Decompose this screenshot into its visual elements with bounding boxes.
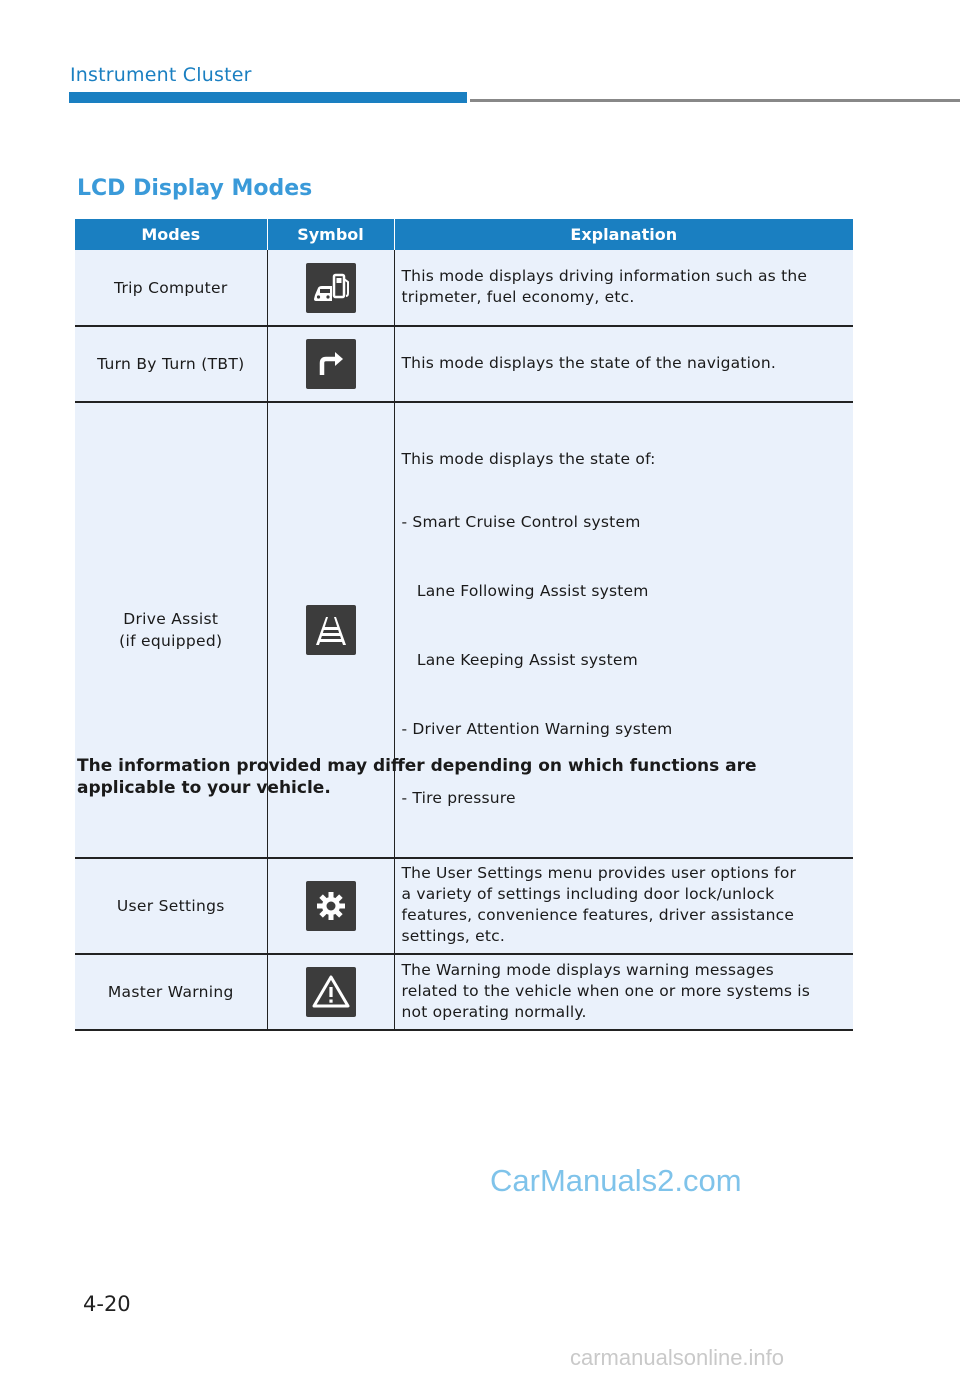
explanation-line: This mode displays driving information such as the: [401, 266, 808, 285]
warning-triangle-icon: [306, 967, 356, 1017]
explanation-line: Lane Following Assist system: [401, 582, 649, 600]
table-row: [75, 250, 853, 326]
explanation-line: Lane Keeping Assist system: [401, 651, 638, 669]
header-section-title: Instrument Cluster: [70, 64, 252, 86]
explanation-line: settings, etc.: [401, 927, 506, 945]
explanation-line: - Tire pressure: [401, 789, 516, 807]
col-header-explanation: Explanation: [394, 219, 853, 250]
explanation-line: - Driver Attention Warning system: [401, 720, 673, 738]
explanation-line: features, convenience features, driver assistance: [401, 906, 795, 924]
table-row: [75, 954, 853, 1030]
table-row: [75, 858, 853, 954]
lane-assist-icon: [306, 605, 356, 655]
explanation-cell: [394, 858, 853, 954]
symbol-cell: [267, 326, 394, 402]
explanation-line: This mode displays the state of:: [401, 450, 656, 468]
page-number: 4-20: [83, 1292, 131, 1316]
mode-label: Trip Computer: [113, 278, 228, 297]
mode-cell: [75, 326, 267, 402]
mode-label: User Settings: [116, 897, 225, 915]
explanation-line: related to the vehicle when one or more systems is: [401, 981, 811, 1000]
explanation-line: a variety of settings including door lock/unlock: [401, 885, 775, 903]
section-title: LCD Display Modes: [77, 176, 313, 201]
header-rule-blue: [69, 92, 467, 103]
footer-site-text: carmanualsonline.info: [570, 1345, 785, 1370]
explanation-cell: [394, 250, 853, 326]
explanation-line: The Warning mode displays warning messages: [401, 960, 774, 979]
col-header-symbol: Symbol: [267, 219, 394, 250]
explanation-line: - Smart Cruise Control system: [401, 513, 641, 531]
mode-label: Master Warning: [107, 983, 234, 1001]
mode-label-sub: (if equipped): [119, 632, 223, 650]
explanation-line: This mode displays the state of the navigation.: [401, 353, 776, 372]
trip-computer-icon: [306, 263, 356, 313]
symbol-cell: [267, 954, 394, 1030]
explanation-line: tripmeter, fuel economy, etc.: [401, 287, 635, 306]
explanation-cell: [394, 326, 853, 402]
explanation-line: not operating normally.: [401, 1002, 587, 1021]
turn-arrow-icon: [306, 339, 356, 389]
header-rule-grey: [470, 99, 960, 102]
symbol-cell: [267, 858, 394, 954]
table-header-row: [75, 219, 853, 250]
table-row: [75, 326, 853, 402]
modes-table: [75, 219, 853, 1031]
mode-cell: [75, 858, 267, 954]
gear-icon: [306, 881, 356, 931]
col-header-modes: Modes: [75, 219, 267, 250]
mode-cell: [75, 954, 267, 1030]
explanation-line: The User Settings menu provides user options for: [401, 864, 797, 882]
applicability-note: The information provided may differ depending on which functions are applicable to your vehicle.: [77, 756, 757, 798]
mode-label: Drive Assist: [123, 610, 219, 628]
watermark: CarManuals2.com: [490, 1163, 742, 1198]
mode-label: Turn By Turn (TBT): [97, 355, 245, 373]
symbol-cell: [267, 250, 394, 326]
explanation-cell: [394, 954, 853, 1030]
mode-cell: [75, 250, 267, 326]
